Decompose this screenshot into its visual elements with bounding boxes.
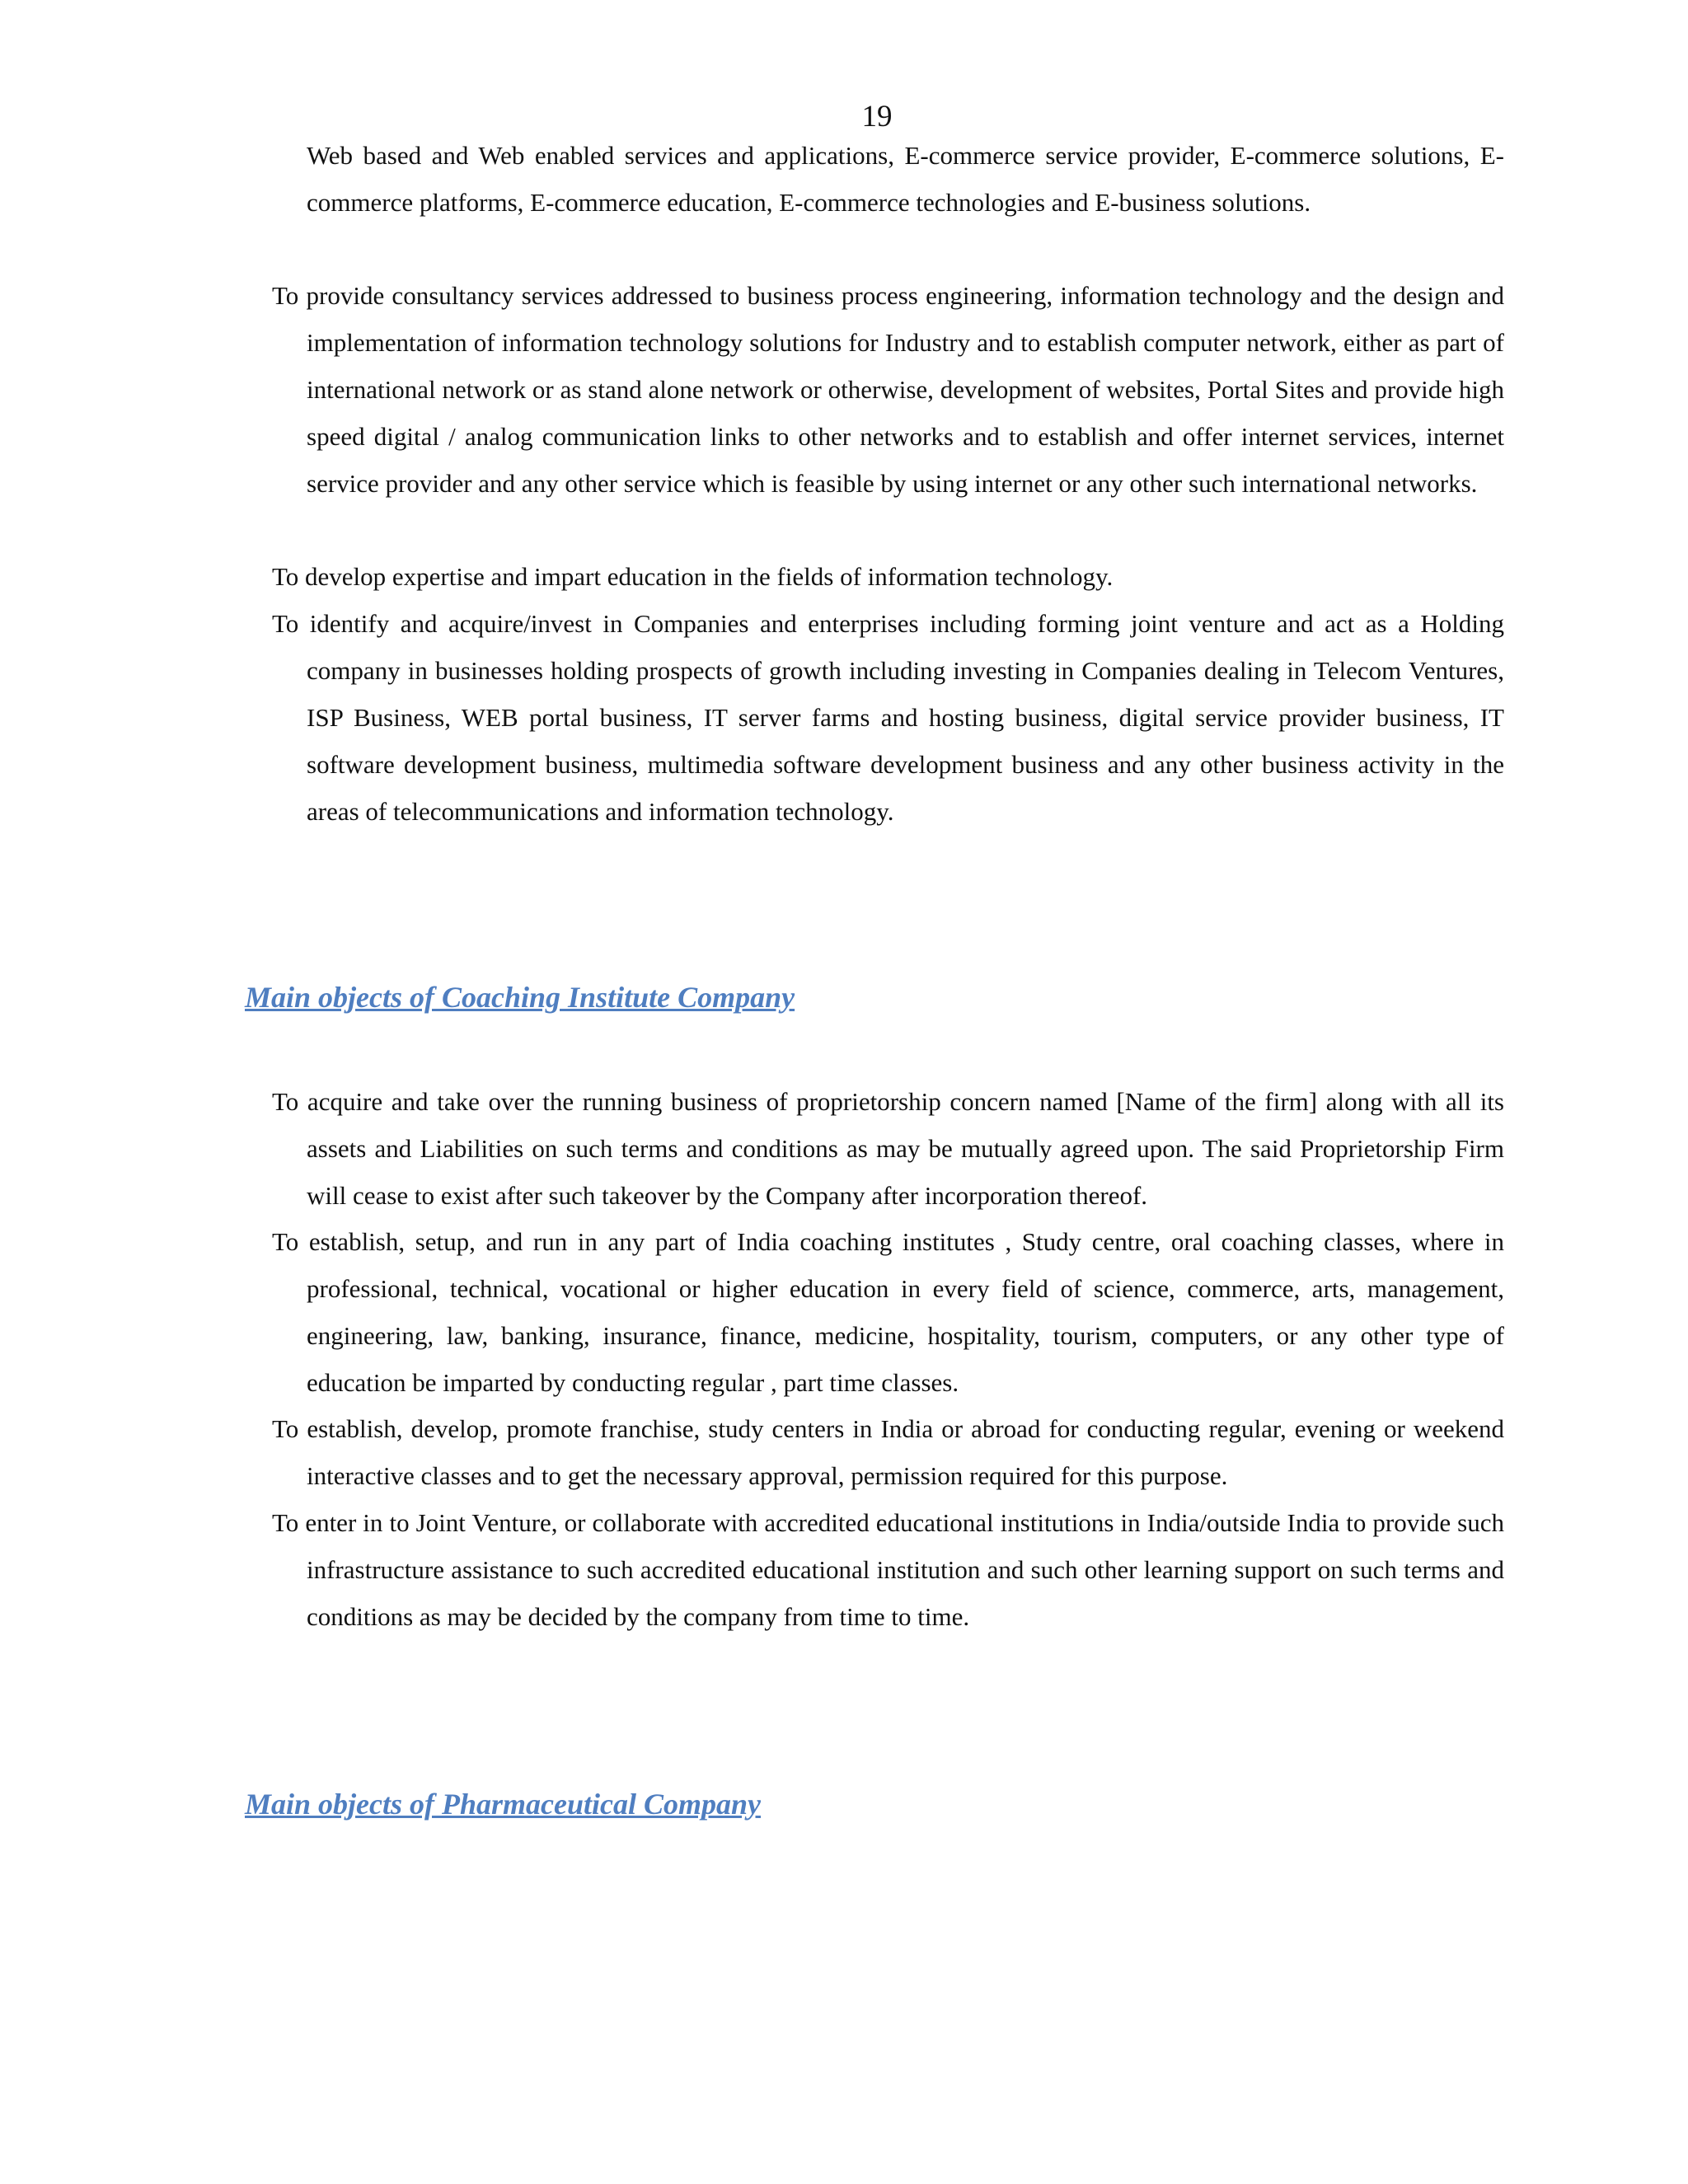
page-number: 19 (861, 100, 893, 134)
paragraph-consultancy-services: To provide consultancy services addressed to business process engineering, information technology and the design and implementation of information technology solutions for Industry and to establish computer network, either as part of international network or as stand alone network or otherwise, development of websites, Portal Sites and provide high speed digital / analog communication links to other networks and to establish and offer internet services, internet service provider and any other service which is feasible by using internet or any other such international networks. (272, 281, 1504, 498)
paragraph-develop-expertise: To develop expertise and impart education in the fields of information technology. (272, 562, 1114, 591)
paragraph-ecommerce-continued: Web based and Web enabled services and applications, E-commerce service provider, E-commerce solutions, E-commerce platforms, E-commerce education, E-commerce technologies and E-business solutions. (307, 141, 1504, 217)
paragraph-identify-acquire: To identify and acquire/invest in Companies and enterprises including forming joint venture and act as a Holding company in businesses holding prospects of growth including investing in Companies dealing in Telecom Ventures, ISP Business, WEB portal business, IT server farms and hosting business, digital service provider business, IT software development business, multimedia software development business and any other business activity in the areas of telecommunications and information technology. (272, 609, 1504, 826)
paragraph-acquire-takeover: To acquire and take over the running business of proprietorship concern named [Name of the firm] along with all its assets and Liabilities on such terms and conditions as may be mutually agreed upon. The said Proprietorship Firm will cease to exist after such takeover by the Company after incorporation thereof. (272, 1087, 1504, 1210)
paragraph-establish-franchise: To establish, develop, promote franchise, study centers in India or abroad for conducting regular, evening or weekend interactive classes and to get the necessary approval, permission required for this purpose. (272, 1414, 1504, 1490)
paragraph-joint-venture: To enter in to Joint Venture, or collaborate with accredited educational institutions in India/outside India to provide such infrastructure assistance to such accredited educational institution and such other learning support on such terms and conditions as may be decided by the company from time to time. (272, 1508, 1504, 1631)
heading-coaching-institute: Main objects of Coaching Institute Company (245, 981, 795, 1014)
heading-pharmaceutical: Main objects of Pharmaceutical Company (245, 1788, 761, 1821)
paragraph-establish-coaching: To establish, setup, and run in any part of India coaching institutes , Study centre, oral coaching classes, where in professional, technical, vocational or higher education in every field of science, commerce, arts, management, engineering, law, banking, insurance, finance, medicine, hospitality, tourism, computers, or any other type of education be imparted by conducting regular , part time classes. (272, 1227, 1504, 1397)
